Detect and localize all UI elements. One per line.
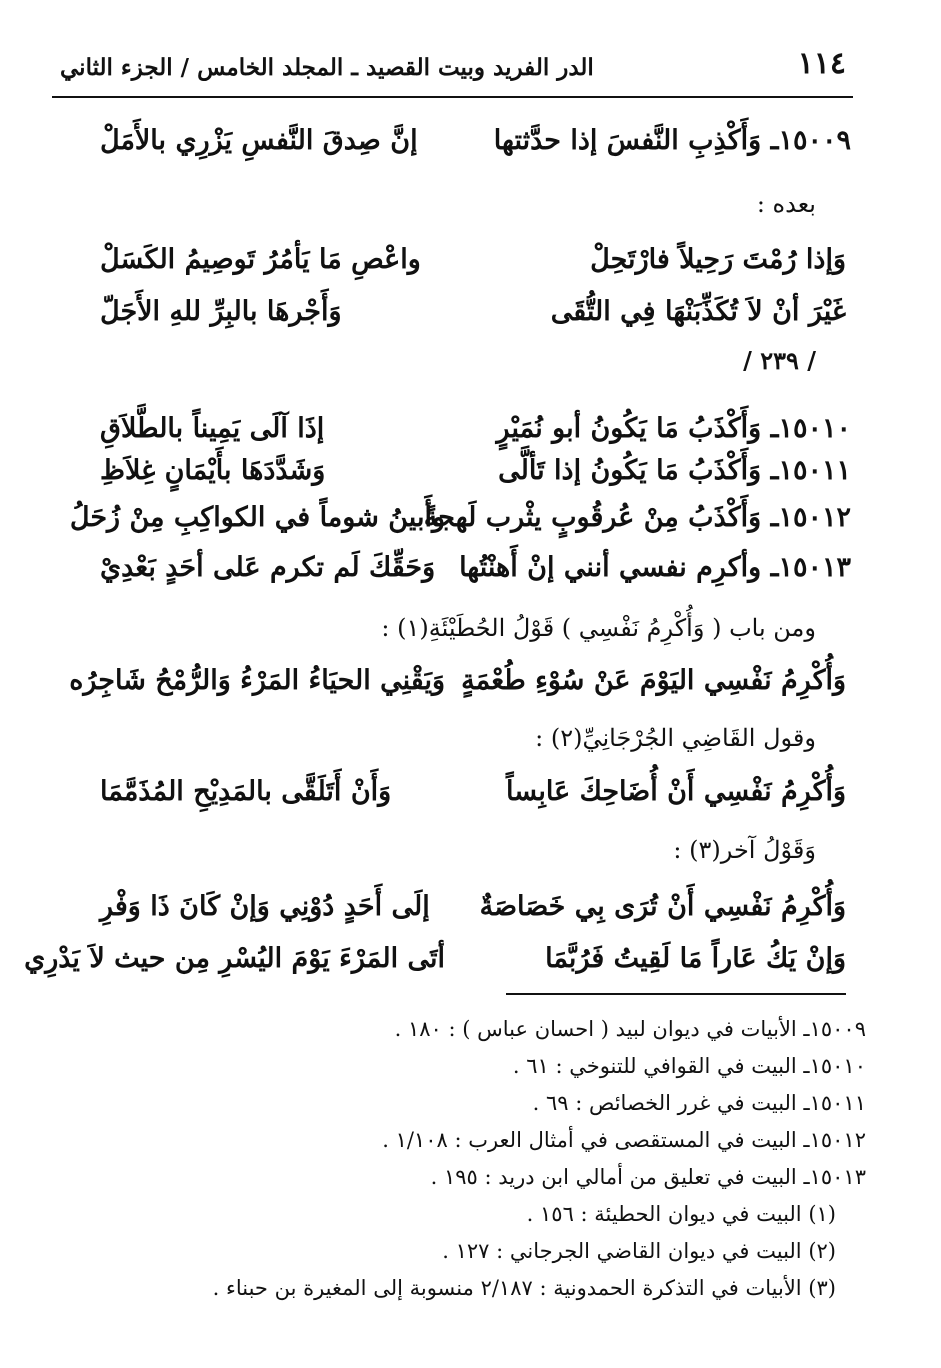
verse-left-hemistich: وَيَقْنِي الحيَاءُ المَرْءُ وَالرُّمْحُ شَاجِرُه xyxy=(69,665,445,696)
verse-line xyxy=(69,494,851,542)
verse-left-hemistich: وَحَقِّكَ لَم تكرم عَلى أحَدٍ بَعْدِيْ xyxy=(100,552,436,583)
verse-left-hemistich: واعْصِ مَا يَأمُرُ تَوصِيمُ الكَسَلْ xyxy=(100,244,421,275)
verse-left-hemistich: أتَى المَرْءَ يَوْمَ اليُسْرِ مِن حيث لاَ يَدْرِي xyxy=(24,943,445,974)
verse-right-hemistich: وَأُكْرِمُ نَفْسِي اليَوْمَ عَنْ سُوْءِ طُعْمَةٍ xyxy=(461,665,846,696)
footnote: ١٥٠١٢ـ البيت في المستقصى في أمثال العرب : ١/١٠٨ . xyxy=(382,1128,866,1152)
verse-line xyxy=(100,883,846,931)
verse-right-hemistich: وأكرِم نفسي أنني إنْ أَهنْتُها xyxy=(459,552,762,583)
header-rule xyxy=(52,96,853,98)
verse-line xyxy=(69,657,846,705)
verse-line xyxy=(100,288,846,336)
verse-right-hemistich: وَأَكْذَبُ مَا يَكُونُ إذا تَألَّى xyxy=(498,455,762,486)
verse-right-hemistich: وَأَكْذِبِ النَّفسَ إذا حدَّثتها xyxy=(493,125,762,156)
footnote: ١٥٠١١ـ البيت في غرر الخصائص : ٦٩ . xyxy=(532,1091,866,1115)
footnote: (٢) البيت في ديوان القاضي الجرجاني : ١٢٧ . xyxy=(442,1239,836,1263)
verse-line xyxy=(100,405,851,453)
prose-line: وقول القَاضِي الجُرْجَانِيِّ(٢) : xyxy=(535,724,816,752)
page-header xyxy=(60,40,846,96)
footnote-rule xyxy=(506,993,846,995)
running-title: الدر الفريد وبيت القصيد ـ المجلد الخامس / الجزء الثاني xyxy=(60,54,594,81)
verse-left-hemistich: وأَبينُ شوماً في الكواكِبِ مِنْ زُحَلُ xyxy=(69,502,445,533)
verse-left-hemistich: وَأَجْرهَا بالبِرِّ للهِ الأَجَلّ xyxy=(100,296,342,327)
verse-line xyxy=(100,117,851,165)
footnote: ١٥٠١٣ـ البيت في تعليق من أمالي ابن دريد : ١٩٥ . xyxy=(430,1165,866,1189)
prose-line: بعده : xyxy=(756,190,816,218)
entry-number: ١٥٠١٢ـ xyxy=(770,502,851,533)
entry-number: ١٥٠١٠ـ xyxy=(770,413,851,444)
prose-line: ومن باب ( وَأُكْرِمُ نَفْسِي ) قَوْلُ الحُطَيْئَةِ(١) : xyxy=(381,614,816,642)
verse-right-hemistich: وَأُكْرِمُ نَفْسِي أَنْ تُرَى بِي خَصَاصَةٌ xyxy=(479,891,846,922)
prose-line: وَقَوْلُ آخر(٣) : xyxy=(673,836,816,864)
verse-right-hemistich: وَأُكْرِمُ نَفْسِي أَنْ أُضَاحِكَ عَابِساً xyxy=(506,776,846,807)
verse-left-hemistich: إلَى أَحَدٍ دُوْنِي وَإنْ كَانَ ذَا وَفْرِ xyxy=(100,891,430,922)
page-reference: / ٢٣٩ / xyxy=(743,346,816,375)
footnote: (٣) الأبيات في التذكرة الحمدونية : ٢/١٨٧ منسوبة إلى المغيرة بن حبناء . xyxy=(212,1276,836,1300)
verse-right-hemistich: غَيْرَ أنْ لاَ تُكَذِّبَنْهَا فِي التُّقَى xyxy=(550,296,846,327)
verse-line xyxy=(100,447,851,495)
verse-left-hemistich: إنَّ صِدقَ النَّفسِ يَزْرِي بالأَمَلْ xyxy=(100,125,418,156)
verse-left-hemistich: وَأَنْ أَتَلَقَّى بالمَدِيْحِ المُذَمَّمَا xyxy=(100,776,392,807)
verse-left-hemistich: وَشَدَّدَهَا بأَيْمَانٍ غِلاَظِ xyxy=(100,455,326,486)
entry-number: ١٥٠١٣ـ xyxy=(770,552,851,583)
footnote: ١٥٠٠٩ـ الأبيات في ديوان لبيد ( احسان عباس ) : ١٨٠ . xyxy=(394,1017,866,1041)
verse-right-hemistich: وَإنْ يَكُ عَاراً مَا لَقِيتُ فَرُبَّمَا xyxy=(545,943,846,974)
page-number: ١١٤ xyxy=(797,46,846,81)
verse-line xyxy=(100,768,846,816)
verse-line xyxy=(100,236,846,284)
verse-line xyxy=(24,935,846,983)
verse-right-hemistich: وَإذا رُمْتَ رَحِيلاً فارْتَحِلْ xyxy=(590,244,846,275)
footnote: (١) البيت في ديوان الحطيئة : ١٥٦ . xyxy=(526,1202,836,1226)
verse-right-hemistich: وَأَكْذَبُ مِنْ عُرقُوبٍ يثْرب لَهجةً xyxy=(423,502,762,533)
verse-left-hemistich: إذَا آلَى يَمِيناً بالطَّلاَقِ xyxy=(100,413,325,444)
footnote: ١٥٠١٠ـ البيت في القوافي للتنوخي : ٦١ . xyxy=(512,1054,866,1078)
entry-number: ١٥٠١١ـ xyxy=(770,455,851,486)
entry-number: ١٥٠٠٩ـ xyxy=(770,125,851,156)
verse-right-hemistich: وَأَكْذَبُ مَا يَكُونُ أبو نُمَيْرٍ xyxy=(496,413,762,444)
verse-line xyxy=(100,544,851,592)
